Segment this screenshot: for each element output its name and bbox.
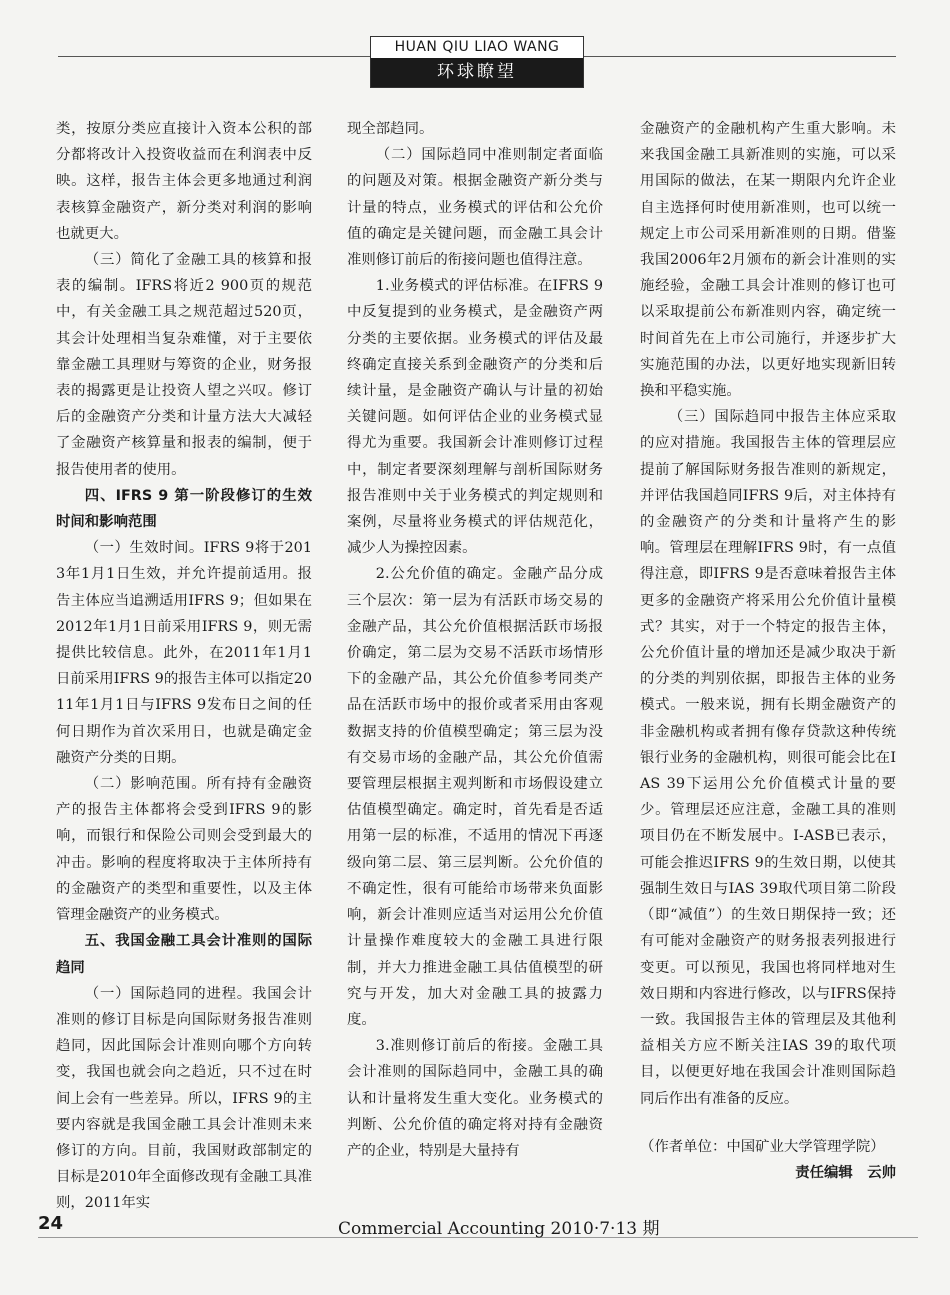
author-affiliation: （作者单位：中国矿业大学管理学院）: [640, 1138, 885, 1155]
paragraph: 2.公允价值的确定。金融产品分成三个层次：第一层为有活跃市场交易的金融产品，其公允价值根据活跃市场报价确定，第二层为交易不活跃市场情形下的金融产品，其公允价值参考同类产品在活跃市场中的报价或者采用由客观数据支持的价值模型确定；第三层为没有交易市场的金融产品，其公允价值需要管理层根据主观判断和市场假设建立估值模型确定。确定时，首先看是否适用第一层的标准，不适用的情况下再逐级向第二层、第三层判断。公允价值的不确定性，很有可能给市场带来负面影响，新会计准则应适当对运用公允价值计量操作难度较大的金融工具进行限制，并大力推进金融工具估值模型的研究与开发，加大对金融工具的披露力度。: [347, 566, 603, 1028]
text-column-1: [56, 116, 312, 1217]
paragraph: 现全部趋同。: [347, 121, 434, 137]
column-masthead: [370, 36, 584, 88]
paragraph: （二）国际趋同中准则制定者面临的问题及对策。根据金融资产新分类与计量的特点，业务模式的评估和公允价值的确定是关键问题，而金融工具会计准则修订前后的衔接问题也值得注意。: [347, 147, 603, 269]
masthead-english: HUAN QIU LIAO WANG: [394, 39, 560, 55]
paragraph: （三）国际趋同中报告主体应采取的应对措施。我国报告主体的管理层应提前了解国际财务报告准则的新规定，并评估我国趋同IFRS 9后，对主体持有的金融资产的分类和计量将产生的影响。管理层在理解IFRS 9时，有一点值得注意，即IFRS 9是否意味着报告主体更多的金融资产将采用公允价值计量模式？其实，对于一个特定的报告主体，公允价值计量的增加还是减少取决于新的分类的判别依据，即报告主体的业务模式。一般来说，拥有长期金融资产的非金融机构或者拥有像存贷款这种传统银行业务的金融机构，则很可能会比在IAS 39下运用公允价值模式计量的要少。管理层还应注意，金融工具的准则项目仍在不断发展中。I-ASB已表示，可能会推迟IFRS 9的生效日期，以使其强制生效日与IAS 39取代项目第二阶段（即“减值”）的生效日期保持一致；还有可能对金融资产的财务报表列报进行变更。可以预见，我国也将同样地对生效日期和内容进行修改，以与IFRS保持一致。我国报告主体的管理层及其他利益相关方应不断关注IAS 39的取代项目，以便更好地在我国会计准则国际趋同后作出有准备的反应。: [640, 409, 896, 1107]
paragraph: 3.准则修订前后的衔接。金融工具会计准则的国际趋同中，金融工具的确认和计量将发生重大变化。业务模式的判断、公允价值的确定将对持有金融资产的企业，特别是大量持有: [347, 1038, 603, 1159]
section-heading: 四、IFRS 9 第一阶段修订的生效时间和影响范围: [56, 487, 312, 531]
header-rule-left: [58, 56, 370, 57]
paragraph: 1.业务模式的评估标准。在IFRS 9中反复提到的业务模式，是金融资产两分类的主要依据。业务模式的评估及最终确定直接关系到金融资产的分类和后续计量，是金融资产确认与计量的初始关键问题。如何评估企业的业务模式显得尤为重要。我国新会计准则修订过程中，制定者要深刻理解与剖析国际财务报告准则中关于业务模式的判定规则和案例，尽量将业务模式的评估规范化，减少人为操控因素。: [347, 278, 603, 557]
header-rule-right: [582, 56, 896, 57]
editor-credit: 责任编辑 云帅: [795, 1164, 896, 1181]
text-column-2: [347, 116, 603, 1164]
paragraph: 类，按原分类应直接计入资本公积的部分都将改计入投资收益而在利润表中反映。这样，报告主体会更多地通过利润表核算金融资产，新分类对利润的影响也就更大。: [56, 121, 312, 242]
paragraph: （三）简化了金融工具的核算和报表的编制。IFRS将近2 900页的规范中，有关金融工具之规范超过520页，其会计处理相当复杂难懂，对于主要依靠金融工具理财与筹资的企业，财务报表的揭露更是让投资人望之兴叹。修订后的金融资产分类和计量方法大大减轻了金融资产核算量和报表的编制，便于报告使用者的使用。: [56, 252, 312, 478]
journal-footer: Commercial Accounting 2010·7·13 期: [338, 1219, 660, 1239]
page-number: 24: [38, 1213, 64, 1234]
masthead-chinese: 环球瞭望: [371, 58, 583, 87]
paragraph: 金融资产的金融机构产生重大影响。未来我国金融工具新准则的实施，可以采用国际的做法，在某一期限内允许企业自主选择何时使用新准则，也可以统一规定上市公司采用新准则的日期。借鉴我国2006年2月颁布的新会计准则的实施经验，金融工具会计准则的修订也可以采取提前公布新准则内容，确定统一时间首先在上市公司施行，并逐步扩大实施范围的办法，以更好地实现新旧转换和平稳实施。: [640, 121, 896, 400]
section-heading: 五、我国金融工具会计准则的国际趋同: [56, 933, 312, 976]
paragraph: （一）生效时间。IFRS 9将于2013年1月1日生效，并允许提前适用。报告主体应当追溯适用IFRS 9；但如果在2012年1月1日前采用IFRS 9，则无需提供比较信息。此外，在2011年1月1日前采用IFRS 9的报告主体可以指定2011年1月1日与IFRS 9发布日之间的任何日期作为首次采用日，也就是确定金融资产分类的日期。: [56, 540, 312, 766]
paragraph: （二）影响范围。所有持有金融资产的报告主体都将会受到IFRS 9的影响，而银行和保险公司则会受到最大的冲击。影响的程度将取决于主体所持有的金融资产的类型和重要性，以及主体管理金融资产的业务模式。: [56, 776, 312, 924]
paragraph: （一）国际趋同的进程。我国会计准则的修订目标是向国际财务报告准则趋同，因此国际会计准则向哪个方向转变，我国也就会向之趋近，只不过在时间上会有一些差异。所以，IFRS 9的主要内容就是我国金融工具会计准则未来修订的方向。目前，我国财政部制定的目标是2010年全面修改现有金融工具准则，2011年实: [56, 985, 312, 1212]
text-column-3: [640, 116, 896, 1186]
